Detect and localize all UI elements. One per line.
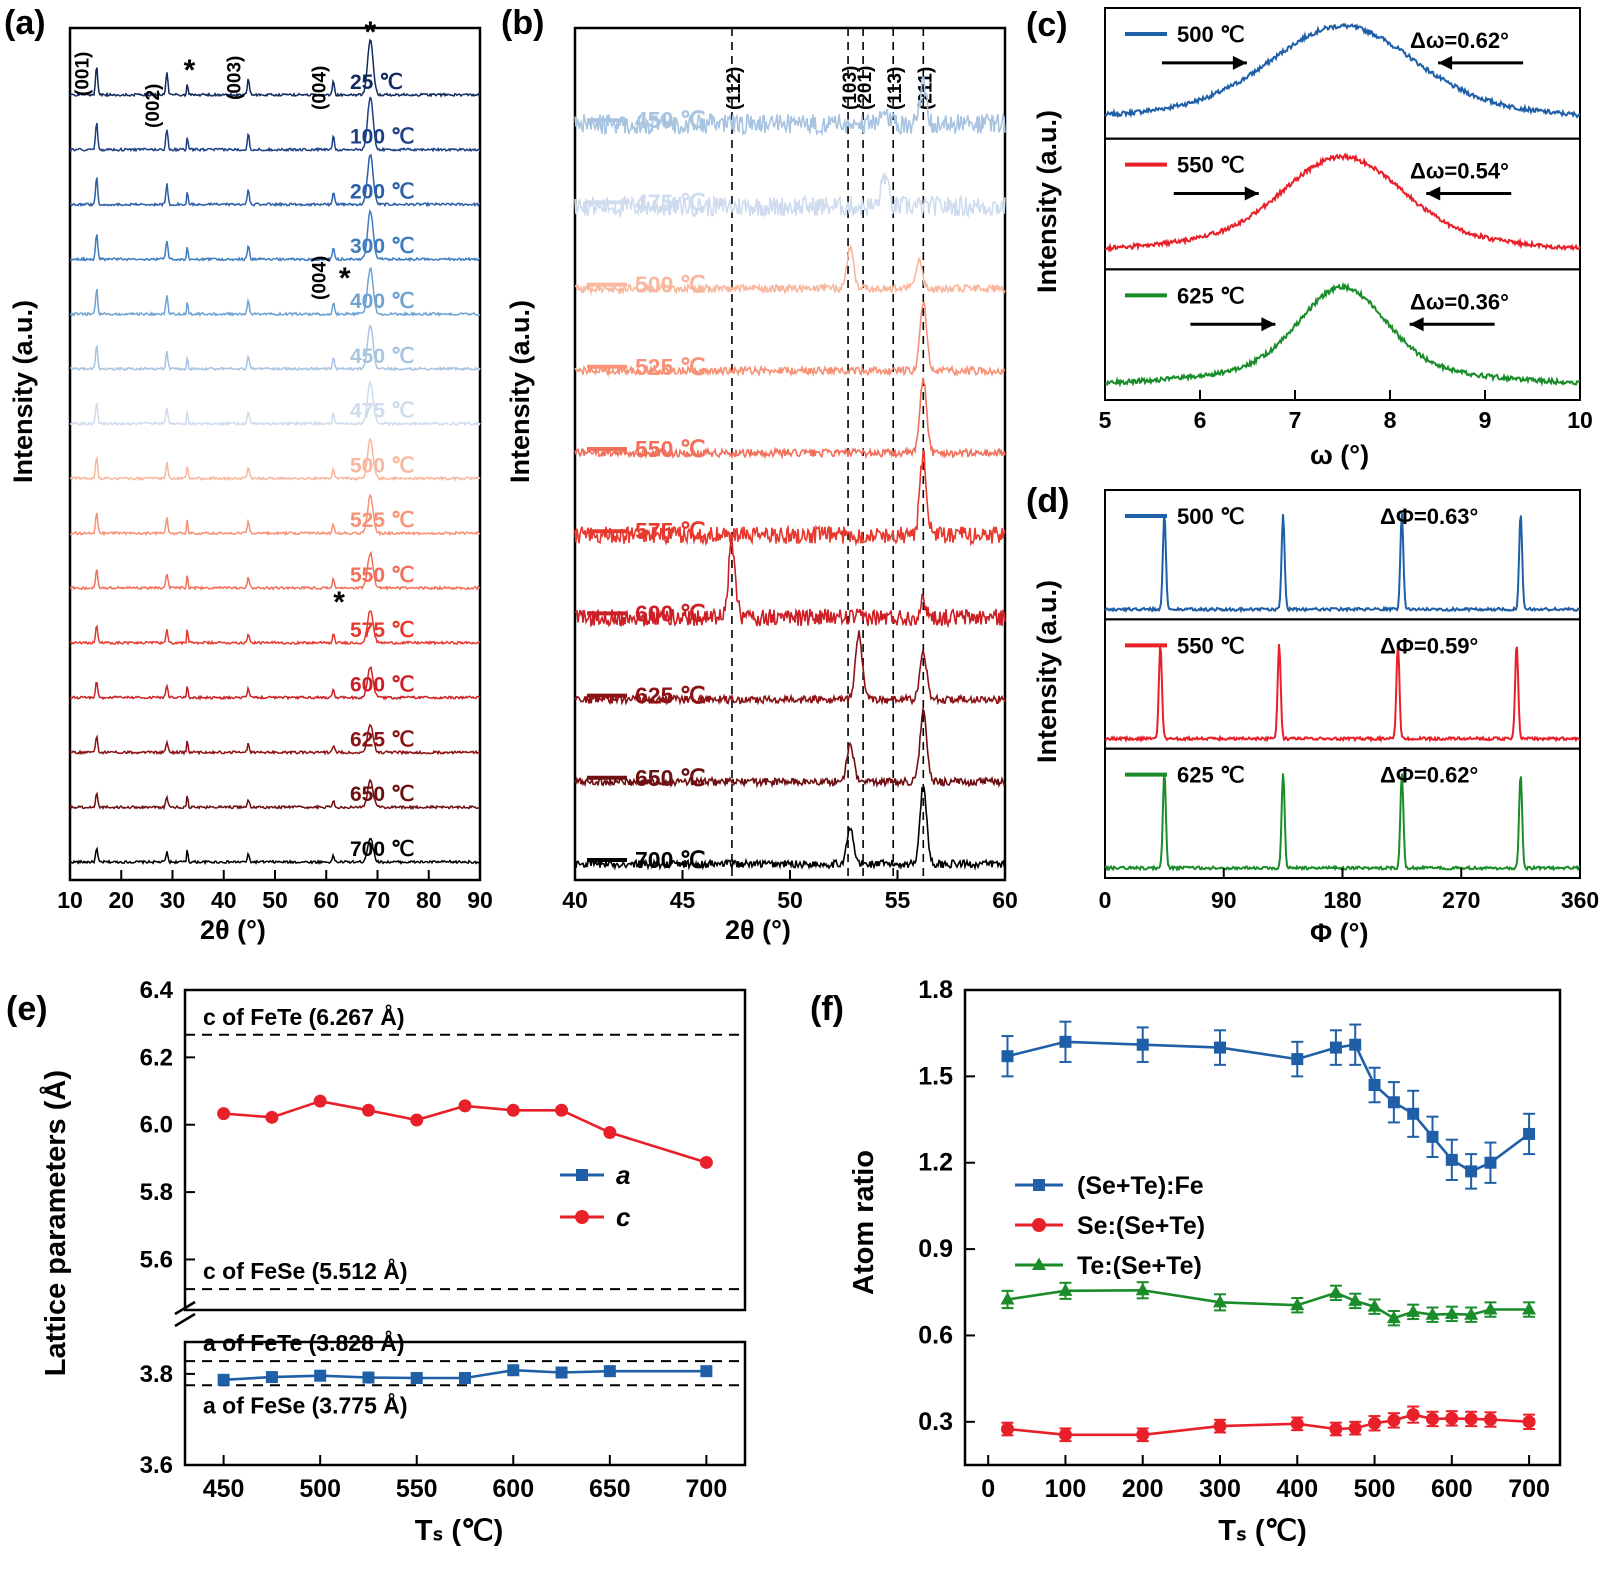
arrow-head [1426,187,1440,201]
star-marker: * [364,16,377,49]
xrd-curve [70,495,480,534]
curve-label: 550 ℃ [350,564,415,587]
y-tick-label: 6.4 [139,977,173,1004]
marker-label: (103) [840,65,862,110]
panel-c-ylabel: Intensity (a.u.) [1032,110,1062,294]
y-tick-label: 1.8 [918,976,953,1004]
curve-label: 550 ℃ [635,436,706,462]
data-point [1349,1422,1362,1435]
x-tick-label: 90 [467,887,493,913]
arrow-head [1245,187,1259,201]
x-tick-label: 70 [364,887,391,913]
marker-label: (113) [885,66,907,110]
arrow-head [1410,317,1424,331]
x-axis-label: Tₛ (℃) [1218,1515,1307,1547]
x-tick-label: 50 [262,887,288,913]
reference-line-label: a of FeTe (3.828 Å) [203,1330,405,1357]
y-tick-label: 6.2 [139,1044,173,1072]
y-tick-label: 6.0 [139,1111,173,1139]
phi-scan-curve [1105,773,1580,869]
data-point [410,1114,423,1127]
data-point [218,1374,230,1386]
curve-label: 100 ℃ [350,125,415,149]
x-tick-label: 90 [1210,887,1237,913]
panel-a-plot [0,0,500,960]
data-point [1001,1423,1014,1436]
x-tick-label: 0 [981,1475,996,1503]
curve-label: 650 ℃ [350,783,415,807]
xrd-curve [70,439,480,479]
curve-label: 200 ℃ [350,180,415,204]
panel-f [800,960,1601,1593]
data-point [1388,1096,1400,1108]
phi-scan-curve [1105,644,1580,740]
data-point [217,1107,230,1120]
x-tick-label: 10 [1567,407,1593,433]
panel-f-frame [965,990,1560,1465]
xrd-curve [70,326,480,370]
panel-b-ylabel: Intensity (a.u.) [505,300,535,484]
data-point [265,1111,278,1124]
row-label: 625 ℃ [1177,762,1245,788]
xrd-curve [70,611,480,644]
panel-a-ylabel: Intensity (a.u.) [8,300,38,484]
panel-a-tag: (a) [4,4,46,42]
peak-label: (004) [309,65,331,110]
x-tick-label: 360 [1560,887,1600,913]
data-point [362,1372,374,1384]
data-point [1329,1423,1342,1436]
panel-b [495,0,1025,960]
panel-c-tag: (c) [1026,6,1068,44]
x-tick-label: 40 [210,887,237,913]
panel-f-tag: (f) [810,990,844,1028]
x-tick-label: 45 [669,887,696,913]
marker-label: (112) [723,66,745,110]
x-tick-label: 180 [1323,887,1362,913]
legend-label: (Se+Te):Fe [1077,1172,1204,1200]
xrd-curve [70,155,480,206]
curve-label: 300 ℃ [350,235,415,259]
data-point [507,1364,519,1376]
data-point [555,1104,568,1117]
curve-label: 600 ℃ [635,600,706,627]
xrd-curve [70,211,480,260]
x-tick-label: 400 [1276,1475,1319,1503]
curve-label: 575 ℃ [635,518,706,545]
data-point [1368,1417,1381,1430]
arrow-head [1438,56,1452,70]
data-point [1137,1039,1149,1051]
row-label: 500 ℃ [1177,504,1245,529]
panel-d-plot [1020,470,1600,960]
arrow-head [1261,317,1275,331]
fwhm-label: ΔΦ=0.62° [1380,762,1479,788]
marker-label: (201) [855,65,877,110]
x-tick-label: 0 [1098,887,1112,913]
data-point [1445,1306,1459,1319]
x-tick-label: 60 [313,887,340,913]
fwhm-label: ΔΦ=0.63° [1380,504,1479,529]
y-tick-label: 1.5 [918,1062,953,1091]
data-point [1426,1412,1439,1425]
xrd-curve [70,839,480,864]
y-tick-label: 3.8 [139,1360,173,1388]
x-tick-label: 100 [1044,1475,1087,1503]
y-tick-label: 5.8 [139,1179,173,1207]
x-tick-label: 8 [1383,407,1397,433]
curve-label: 525 ℃ [635,353,706,380]
x-tick-label: 500 [1353,1475,1396,1503]
arrow-head [1233,56,1247,70]
data-point [1330,1042,1342,1054]
panel-b-plot [495,0,1025,960]
x-tick-label: 700 [685,1475,728,1503]
legend-marker [1033,1179,1045,1191]
x-tick-label: 80 [415,887,442,913]
panel-f-plot [800,960,1601,1593]
panel-a-xlabel: 2θ (°) [200,915,266,945]
fwhm-label: Δω=0.54° [1410,158,1509,184]
curve-label: 500 ℃ [350,454,415,478]
y-tick-label: 0.9 [918,1235,953,1264]
legend-marker [1032,1218,1046,1232]
peak-label: (002) [142,83,164,128]
panel-e-tag: (e) [6,990,48,1028]
data-point [1407,1408,1420,1421]
data-point [556,1367,568,1379]
panel-c [1020,0,1600,480]
data-point [314,1370,326,1382]
curve-label: 700 ℃ [350,838,415,861]
panel-e [0,960,800,1593]
data-point [1484,1413,1497,1426]
curve-label: 600 ℃ [350,673,415,697]
panel-c-plot [1020,0,1600,480]
peak-label: (004) [309,255,331,300]
panel-c-xlabel: ω (°) [1310,440,1370,470]
curve-label: 450 ℃ [350,344,415,368]
panel-d-xlabel: Φ (°) [1310,918,1369,948]
row-label: 625 ℃ [1177,283,1245,309]
panel-d [1020,470,1600,960]
legend-marker [576,1169,588,1181]
data-point [266,1371,278,1383]
curve-label: 475 ℃ [350,399,415,423]
legend-label: c [616,1202,631,1232]
data-point [507,1104,520,1117]
xrd-curve [70,780,480,809]
star-marker: * [333,586,345,619]
x-tick-label: 60 [992,887,1018,913]
x-tick-label: 650 [588,1475,631,1503]
x-tick-label: 30 [159,887,186,913]
x-tick-label: 9 [1478,407,1492,433]
data-point [1427,1131,1439,1143]
curve-label: 625 ℃ [635,682,706,709]
legend-label: a [616,1160,631,1190]
data-point [1407,1108,1419,1120]
x-tick-label: 10 [57,887,83,913]
data-point [700,1156,713,1169]
star-marker: * [338,262,351,295]
reference-line-label: a of FeSe (3.775 Å) [203,1392,408,1419]
x-tick-label: 55 [884,887,911,913]
x-tick-label: 600 [492,1475,535,1503]
panel-e-ylabel: Lattice parameters (Å) [40,1070,72,1377]
data-point [1136,1428,1149,1441]
data-point [1445,1412,1458,1425]
fwhm-label: Δω=0.62° [1410,28,1509,53]
reference-line-label: c of FeTe (6.267 Å) [203,1003,405,1030]
data-point [1484,1157,1496,1169]
peak-label: (001) [72,51,94,96]
legend-label: Se:(Se+Te) [1077,1212,1206,1240]
data-point [1214,1420,1227,1433]
xrd-curve [70,667,480,699]
data-point [1349,1039,1361,1051]
data-point [1446,1154,1458,1166]
curve-label: 575 ℃ [350,618,415,642]
data-point [604,1365,616,1377]
x-tick-label: 500 [299,1475,342,1503]
data-point [1369,1079,1381,1091]
xrd-curve [70,98,480,151]
panel-f-ylabel: Atom ratio [848,1150,880,1295]
x-axis-label: Tₛ (℃) [414,1515,504,1547]
x-tick-label: 270 [1442,887,1481,913]
data-point [1059,1428,1072,1441]
x-tick-label: 200 [1121,1475,1164,1503]
x-tick-label: 700 [1508,1475,1550,1503]
row-label: 500 ℃ [1177,22,1245,47]
x-tick-label: 40 [562,887,588,913]
x-tick-label: 20 [108,887,135,913]
data-point [1291,1053,1303,1065]
curve-label: 500 ℃ [635,271,706,298]
fwhm-label: Δω=0.36° [1410,289,1509,315]
y-tick-label: 3.6 [139,1452,173,1479]
y-tick-label: 5.6 [139,1246,173,1274]
data-point [1136,1283,1150,1296]
curve-label: 650 ℃ [635,764,706,791]
legend-marker [575,1210,589,1224]
xrd-curve [70,553,480,589]
data-point [1465,1165,1477,1177]
data-point [1387,1414,1400,1427]
xrd-curve [70,40,480,96]
x-tick-label: 300 [1199,1475,1241,1503]
star-marker: * [183,54,196,87]
x-tick-label: 7 [1288,407,1302,433]
curve-label: 475 ℃ [635,189,706,216]
row-label: 550 ℃ [1177,152,1245,178]
data-point [459,1099,472,1112]
reference-line-label: c of FeSe (5.512 Å) [203,1258,408,1285]
legend-label: Te:(Se+Te) [1077,1252,1202,1280]
x-tick-label: 600 [1430,1475,1473,1503]
y-tick-label: 0.6 [918,1321,953,1350]
marker-label: (211) [915,66,937,110]
data-point [314,1095,327,1108]
panel-d-ylabel: Intensity (a.u.) [1032,580,1062,764]
data-point [411,1372,423,1384]
y-tick-label: 1.2 [918,1148,953,1177]
panel-d-tag: (d) [1026,482,1070,520]
panel-b-tag: (b) [501,4,545,42]
x-tick-label: 450 [202,1475,245,1503]
row-label: 550 ℃ [1177,633,1245,659]
data-point [1406,1304,1420,1317]
y-tick-label: 0.3 [918,1407,953,1436]
data-point [1523,1415,1536,1428]
peak-label: (003) [224,55,246,100]
xrd-curve [70,725,480,754]
data-point [1059,1036,1071,1048]
fwhm-label: ΔΦ=0.59° [1380,633,1479,659]
data-point [1523,1128,1535,1140]
curve-label: 25 ℃ [350,70,403,94]
xrd-curve [70,382,480,425]
curve-label: 450 ℃ [635,107,706,134]
x-tick-label: 6 [1193,407,1207,433]
panel-e-plot [0,960,800,1593]
data-point [1291,1417,1304,1430]
data-point [603,1126,616,1139]
data-point [362,1104,375,1117]
curve-label: 525 ℃ [350,509,415,533]
x-tick-label: 50 [777,887,803,913]
data-point [700,1365,712,1377]
xrd-curve [70,268,480,315]
data-point [1465,1412,1478,1425]
data-point [1329,1285,1343,1298]
x-tick-label: 5 [1098,407,1112,433]
data-point [1214,1042,1226,1054]
x-tick-label: 550 [395,1475,438,1503]
panel-a [0,0,500,960]
curve-label: 625 ℃ [350,728,415,752]
data-point [1002,1050,1014,1062]
curve-label: 400 ℃ [350,290,415,313]
panel-b-xlabel: 2θ (°) [725,915,791,945]
data-point [459,1372,471,1384]
curve-label: 700 ℃ [635,847,706,873]
